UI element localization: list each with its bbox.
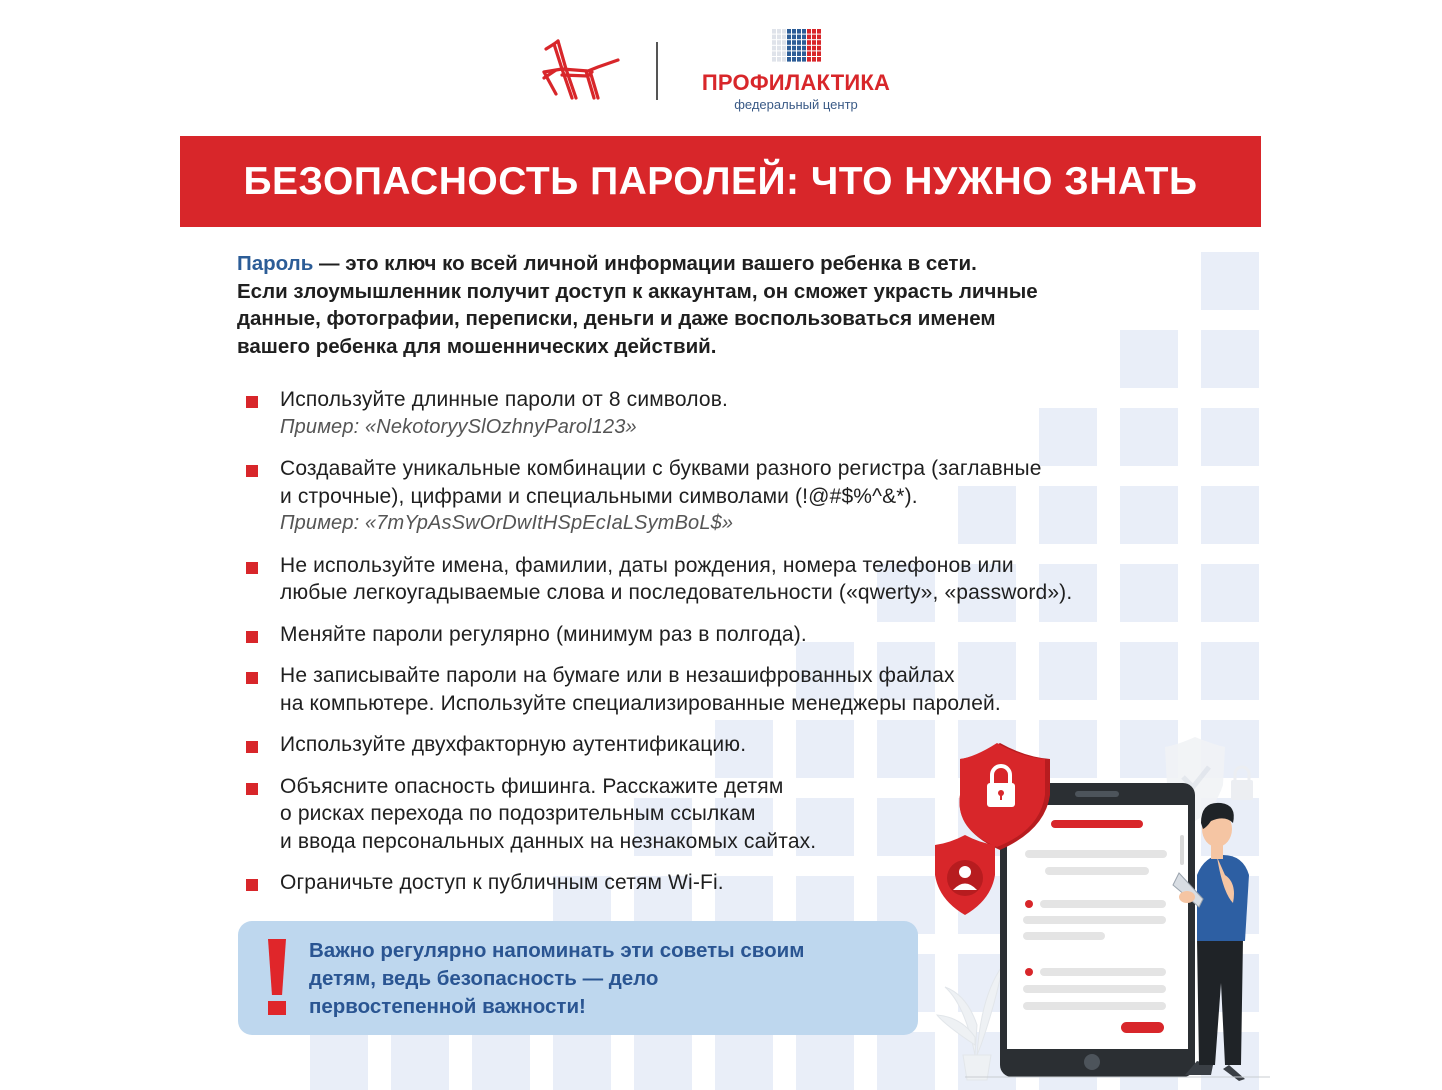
logo-name: ПРОФИЛАКТИКА [701, 70, 891, 95]
intro-line: данные, фотографии, переписки, деньги и даже воспользоваться именем [237, 307, 996, 330]
grid-tile [553, 1032, 611, 1090]
logo-divider [656, 42, 658, 100]
grid-tile [1201, 252, 1259, 310]
tip-text: о рисках перехода по подозрительным ссылкам [280, 802, 756, 825]
tip-item [246, 773, 1236, 856]
grid-tile [310, 1032, 368, 1090]
logo-subtitle: федеральный центр [734, 97, 858, 112]
bullet-square-icon [246, 783, 258, 795]
important-note [238, 921, 918, 1035]
tip-example: Пример: «NekotoryySlOzhnyParol123» [280, 415, 637, 438]
grid-tile [715, 1032, 773, 1090]
tip-item [246, 552, 1236, 607]
tip-example: Пример: «7mYpAsSwOrDwItHSpEcIaLSymBoL$» [280, 512, 734, 534]
tip-text: Объясните опасность фишинга. Расскажите детям [280, 774, 784, 798]
note-line: Важно регулярно напоминать эти советы своим [309, 939, 805, 962]
title-banner [180, 136, 1261, 227]
tip-text: Не записывайте пароли на бумаге или в незашифрованных файлах [280, 664, 955, 687]
note-text [309, 937, 909, 1021]
note-line: детям, ведь безопасность — дело [309, 967, 659, 990]
grid-tile [796, 1032, 854, 1090]
grid-tile [1201, 330, 1259, 388]
tip-text: Используйте длинные пароли от 8 символов. [280, 388, 729, 411]
exclamation-icon [266, 939, 288, 1015]
page-title: БЕЗОПАСНОСТЬ ПАРОЛЕЙ: ЧТО НУЖНО ЗНАТЬ [243, 159, 1198, 203]
tips-list [246, 386, 1236, 911]
note-line: первостепенной важности! [309, 995, 586, 1018]
intro-text: — это ключ ко всей личной информации вашего ребенка в сети. [313, 252, 977, 275]
bullet-square-icon [246, 396, 258, 408]
tip-text: любые легкоугадываемые слова и последовательности («qwerty», «password»). [280, 581, 1073, 604]
tip-text: Не используйте имена, фамилии, даты рождения, номера телефонов или [280, 553, 1014, 577]
tip-text: и строчные), цифрами и специальными символами (!@#$%^&*). [280, 484, 918, 508]
intro-keyword: Пароль [237, 252, 314, 275]
tip-text: Используйте двухфакторную аутентификацию. [280, 733, 747, 756]
grid-tile [472, 1032, 530, 1090]
intro-line: Если злоумышленник получит доступ к аккаунтам, он сможет украсть личные [237, 279, 1038, 303]
grid-tile [391, 1032, 449, 1090]
tip-text: Ограничьте доступ к публичным сетям Wi-Fi. [280, 871, 724, 894]
tip-text: и ввода персональных данных на незнакомых сайтах. [280, 829, 817, 853]
tip-item [246, 662, 1236, 717]
bullet-square-icon [246, 879, 258, 891]
intro-line [237, 250, 1197, 278]
tip-text: на компьютере. Используйте специализированные менеджеры паролей. [280, 691, 1001, 715]
bullet-square-icon [246, 672, 258, 684]
tip-item [246, 621, 1236, 649]
tip-item [246, 455, 1236, 538]
tip-text: Меняйте пароли регулярно (минимум раз в полгода). [280, 622, 807, 646]
tip-item [246, 869, 1236, 897]
tip-text: Создавайте уникальные комбинации с буквами разного регистра (заглавные [280, 457, 1042, 480]
bullet-square-icon [246, 741, 258, 753]
tip-item [246, 386, 1236, 441]
bullet-square-icon [246, 631, 258, 643]
plant-icon [937, 965, 1003, 1080]
bullet-square-icon [246, 562, 258, 574]
horse-logo-icon [540, 36, 624, 104]
flag-grid-logo-icon [772, 29, 822, 63]
tip-item [246, 731, 1236, 759]
intro-paragraph [237, 250, 1197, 360]
bullet-square-icon [246, 465, 258, 477]
grid-tile [634, 1032, 692, 1090]
intro-line: вашего ребенка для мошеннических действий. [237, 334, 717, 358]
